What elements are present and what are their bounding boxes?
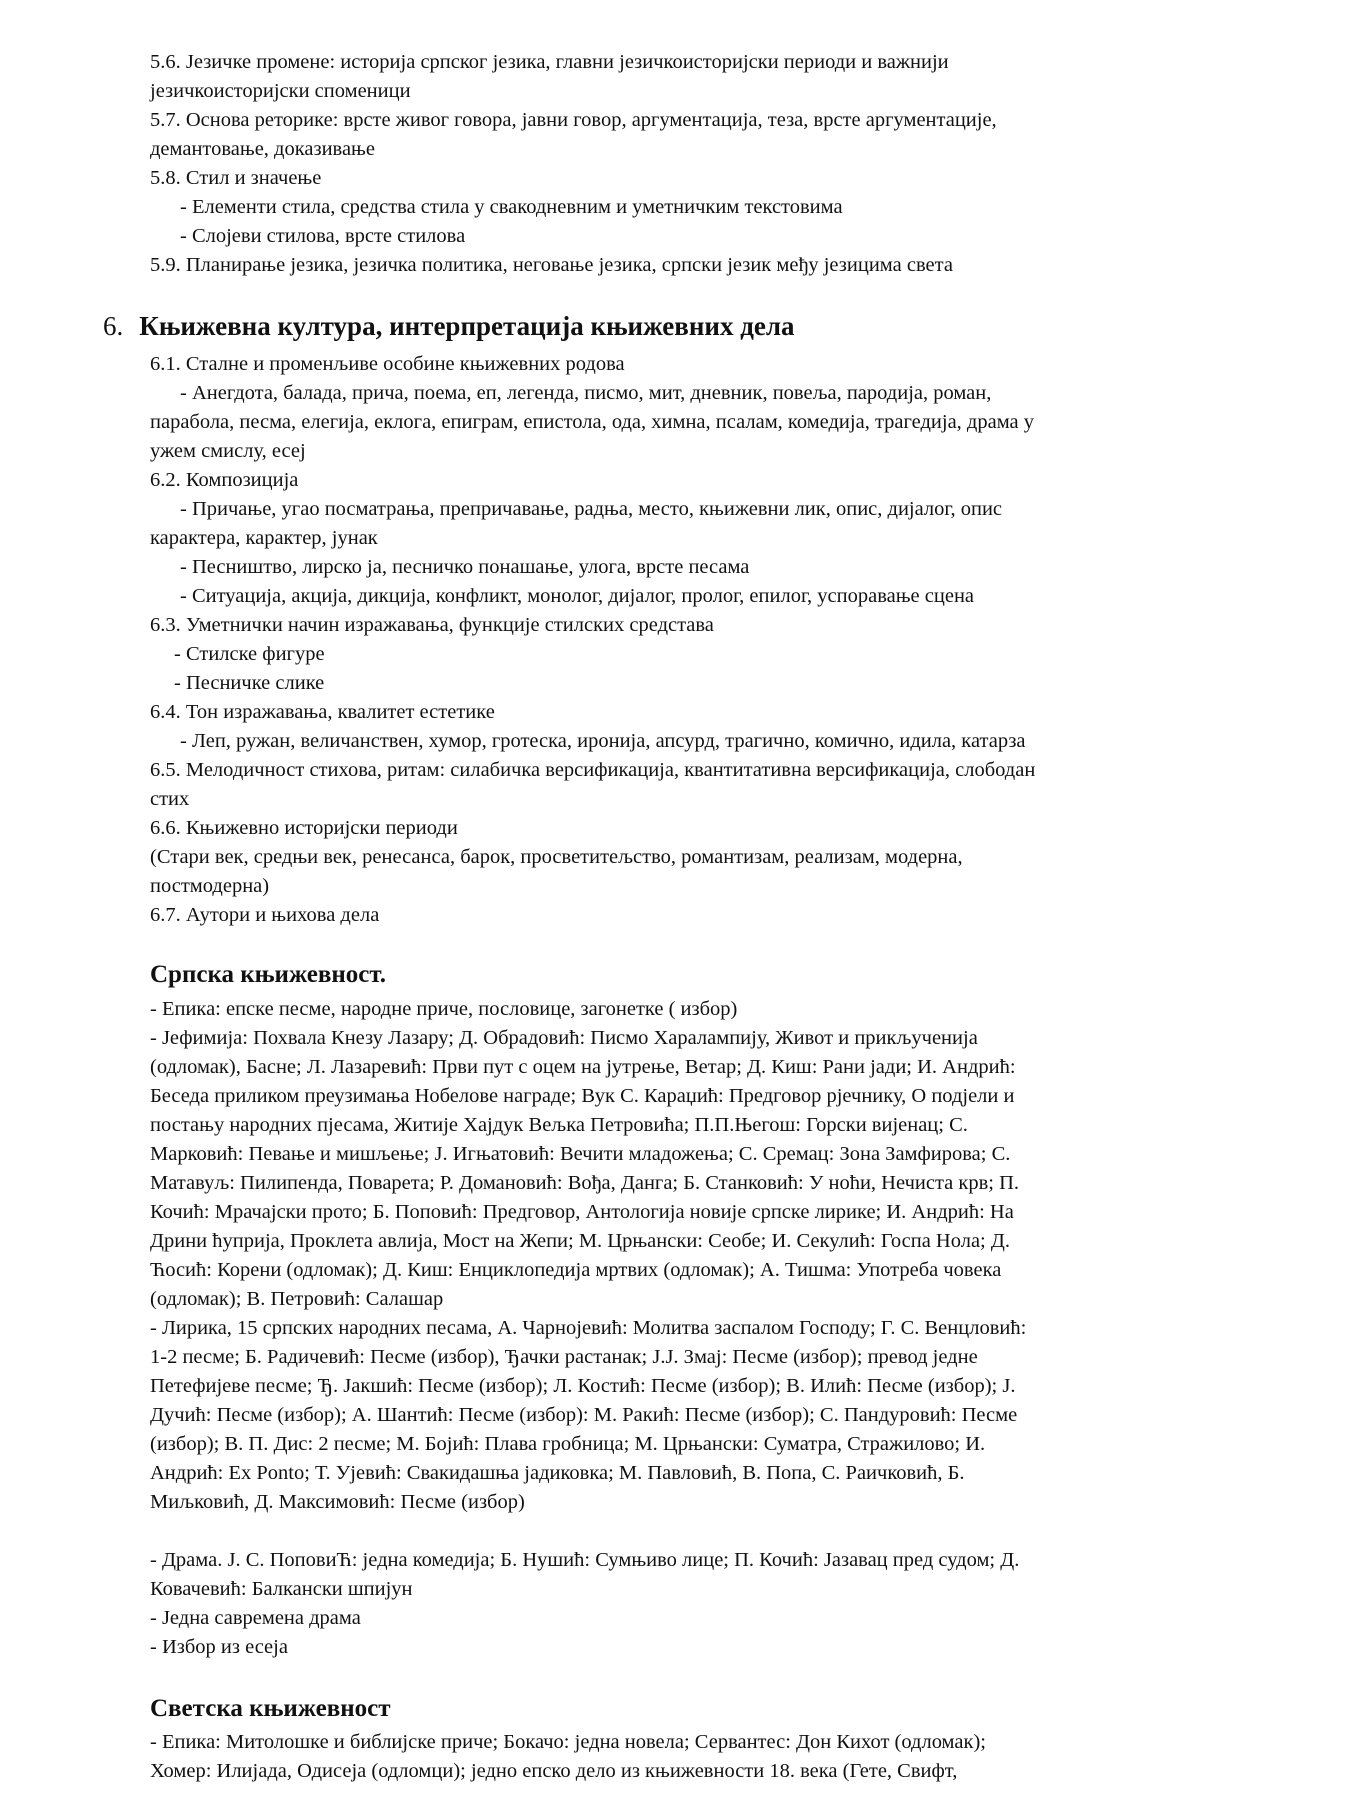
- text-line: (Стари век, средњи век, ренесанса, барок, просветитељство, романтизам, реализам, модерна,: [150, 846, 963, 868]
- text-line: демантовање, доказивање: [150, 138, 375, 160]
- text-line: - Причање, угао посматрања, препричавање, радња, место, књижевни лик, опис, дијалог, опис: [180, 498, 1003, 520]
- section-number: 6.: [103, 311, 124, 341]
- text-line: Ћосић: Корени (одломак); Д. Киш: Енциклопедија мртвих (одломак); А. Тишма: Употреба човека: [150, 1259, 1002, 1281]
- text-line: - Песничке слике: [174, 672, 325, 694]
- subsection-heading: Светска књижевност: [150, 1695, 391, 1722]
- text-line: постању народних пјесама, Житије Хајдук Вељка Петровића; П.П.Његош: Горски вијенац; С.: [150, 1114, 968, 1136]
- text-line: Дрини ћуприја, Проклета авлија, Мост на Жепи; М. Црњански: Сеобе; И. Секулић: Госпа Нола; Д.: [150, 1230, 1010, 1252]
- text-line: парабола, песма, елегија, еклога, епиграм, епистола, ода, химна, псалам, комедија, трагедија, драма у: [150, 411, 1035, 433]
- subsection-heading: Српска књижевност.: [150, 961, 387, 988]
- text-line: - Анегдота, балада, прича, поема, еп, легенда, писмо, мит, дневник, повеља, пародија, роман,: [180, 382, 992, 404]
- text-line: карактера, карактер, јунак: [150, 527, 378, 549]
- text-line: постмодерна): [150, 875, 270, 897]
- text-line: 6.6. Књижевно историјски периоди: [150, 817, 458, 839]
- text-line: Беседа приликом преузимања Нобелове награде; Вук С. Караџић: Предговор рјечнику, О подјели и: [150, 1085, 1015, 1107]
- text-line: - Избор из есеја: [150, 1636, 288, 1658]
- text-line: Андрић: Ex Ponto; Т. Ујевић: Свакидашња јадиковка; М. Павловић, В. Попа, С. Раичковић, Б.: [150, 1462, 965, 1484]
- text-line: 1-2 песме; Б. Радичевић: Песме (избор), Ђачки растанак; Ј.Ј. Змај: Песме (избор); превод једне: [150, 1346, 978, 1368]
- text-line: 5.8. Стил и значење: [150, 167, 322, 189]
- text-line: Марковић: Певање и мишљење; Ј. Игњатовић: Вечити младожења; С. Сремац: Зона Замфирова; С.: [150, 1143, 1011, 1165]
- text-line: 6.1. Сталне и променљиве особине књижевних родова: [150, 353, 625, 375]
- section-title: Књижевна култура, интерпретација књижевних дела: [139, 311, 795, 341]
- text-line: Хомер: Илијада, Одисеја (одломци); једно епско дело из књижевности 18. века (Гете, Свифт,: [150, 1760, 958, 1782]
- text-line: - Елементи стила, средства стила у свакодневним и уметничким текстовима: [180, 196, 843, 218]
- text-line: - Песништво, лирско ја, песничко понашање, улога, врсте песама: [180, 556, 750, 578]
- text-line: - Драма. Ј. С. ПоповиЋ: једна комедија; Б. Нушић: Сумњиво лице; П. Кочић: Јазавац пред судом; Д.: [150, 1549, 1020, 1571]
- text-line: (избор); В. П. Дис: 2 песме; М. Бојић: Плава гробница; М. Црњански: Суматра, Стражилово; И.: [150, 1433, 986, 1455]
- text-line: језичкоисторијски споменици: [150, 80, 411, 102]
- text-line: Дучић: Песме (избор); А. Шантић: Песме (избор): М. Ракић: Песме (избор); С. Пандуровић: Песме: [150, 1404, 1018, 1426]
- text-line: 6.5. Мелодичност стихова, ритам: силабичка версификација, квантитативна версификација, слободан: [150, 759, 1036, 781]
- text-line: стих: [150, 788, 190, 810]
- text-line: Матавуљ: Пилипенда, Поварета; Р. Домановић: Вођа, Данга; Б. Станковић: У ноћи, Нечиста крв; П.: [150, 1172, 1020, 1194]
- text-line: Кочић: Мрачајски прото; Б. Поповић: Предговор, Антологија новије српске лирике; И. Андрић: На: [150, 1201, 1014, 1223]
- text-line: - Епика: Митолошке и библијске приче; Бокачо: једна новела; Сервантес: Дон Кихот (одломак);: [150, 1731, 986, 1753]
- text-line: Петефијеве песме; Ђ. Јакшић: Песме (избор); Л. Костић: Песме (избор); В. Илић: Песме (избор); Ј.: [150, 1375, 1016, 1397]
- text-line: 5.7. Основа реторике: врсте живог говора, јавни говор, аргументација, теза, врсте аргументације,: [150, 109, 997, 131]
- text-line: - Стилске фигуре: [174, 643, 325, 665]
- text-line: (одломак), Басне; Л. Лазаревић: Први пут с оцем на јутрење, Ветар; Д. Киш: Рани јади; И. Андрић:: [150, 1056, 1016, 1078]
- text-line: 6.3. Уметнички начин изражавања, функције стилских средстава: [150, 614, 714, 636]
- text-line: 5.9. Планирање језика, језичка политика, неговање језика, српски језик међу језицима света: [150, 254, 953, 276]
- text-line: - Јефимија: Похвала Кнезу Лазару; Д. Обрадовић: Писмо Харалампију, Живот и прикљученија: [150, 1027, 978, 1049]
- text-line: - Слојеви стилова, врсте стилова: [180, 225, 466, 247]
- text-line: (одломак); В. Петровић: Салашар: [150, 1288, 444, 1310]
- text-line: - Ситуација, акција, дикција, конфликт, монолог, дијалог, пролог, епилог, успоравање сцена: [180, 585, 975, 607]
- text-line: 6.2. Композиција: [150, 469, 299, 491]
- text-line: 6.4. Тон изражавања, квалитет естетике: [150, 701, 495, 723]
- text-line: ужем смислу, есеј: [150, 440, 306, 462]
- text-line: - Леп, ружан, величанствен, хумор, гротеска, иронија, апсурд, трагично, комично, идила, катарза: [180, 730, 1026, 752]
- text-line: Ковачевић: Балкански шпијун: [150, 1578, 413, 1600]
- text-line: Миљковић, Д. Максимовић: Песме (избор): [150, 1491, 525, 1513]
- text-line: - Епика: епске песме, народне приче, пословице, загонетке ( избор): [150, 998, 738, 1020]
- text-line: - Једна савремена драма: [150, 1607, 361, 1629]
- text-line: - Лирика, 15 српских народних песама, А. Чарнојевић: Молитва заспалом Господу; Г. С. Венцловић:: [150, 1317, 1027, 1339]
- section-heading: [103, 312, 795, 341]
- text-line: 5.6. Језичке промене: историја српског језика, главни језичкоисторијски периоди и важнији: [150, 51, 949, 73]
- text-line: 6.7. Аутори и њихова дела: [150, 904, 380, 926]
